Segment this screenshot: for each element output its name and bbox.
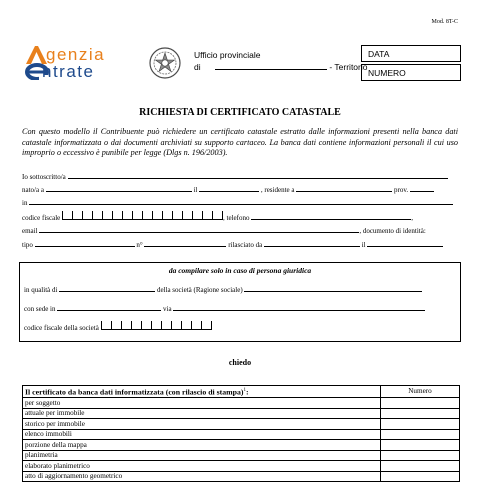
row-label: per soggetto [23, 398, 381, 409]
agenzia-entrate-logo [24, 40, 159, 88]
indirizzo-input[interactable] [29, 197, 453, 205]
sede-input[interactable] [57, 303, 161, 311]
row-numero-input[interactable] [381, 450, 460, 461]
republic-emblem-icon [148, 46, 182, 80]
sottoscritto-input[interactable] [68, 171, 448, 179]
row-label: elaborato planimetrico [23, 461, 381, 472]
data-rilascio-input[interactable] [367, 239, 443, 247]
office-line: di - Territorio [194, 62, 368, 72]
ragione-sociale-input[interactable] [244, 284, 422, 292]
residenza-input[interactable] [296, 184, 392, 192]
table-row [23, 450, 460, 461]
table-row [23, 408, 460, 419]
office-input[interactable] [215, 62, 327, 70]
telefono-input[interactable] [251, 212, 411, 220]
field-row-codice-fiscale: codice fiscale , telefono , [22, 211, 458, 222]
chiedo-heading: chiedo [228, 358, 252, 367]
row-numero-input[interactable] [381, 461, 460, 472]
numero-box-label: NUMERO [368, 68, 406, 78]
row-numero-input[interactable] [381, 419, 460, 430]
field-row-nato: nato/a a il , residente a prov. [22, 184, 458, 194]
field-row-in: in [22, 197, 458, 207]
table-row [23, 461, 460, 472]
office-label: Ufficio provinciale [194, 50, 261, 60]
nato-input[interactable] [46, 184, 192, 192]
codice-fiscale-societa-input[interactable] [101, 321, 212, 330]
data-nascita-input[interactable] [199, 184, 259, 192]
email-input[interactable] [39, 225, 359, 233]
table-row [23, 471, 460, 482]
row-numero-input[interactable] [381, 429, 460, 440]
table-row [23, 429, 460, 440]
row-label: storico per immobile [23, 419, 381, 430]
numero-box[interactable] [361, 64, 461, 81]
codice-fiscale-input[interactable] [62, 211, 223, 220]
row-label: planimetria [23, 450, 381, 461]
logo-line1: genzia [46, 45, 106, 64]
form-code: Mod. 8T-C [431, 19, 458, 25]
giuridica-title: da compilare solo in caso di persona giuridica [168, 266, 312, 275]
logo-line2: ntrate [42, 62, 95, 81]
field-row-qualita: in qualità di della società (Ragione sociale) [24, 284, 422, 294]
persona-giuridica-section [19, 262, 461, 342]
qualita-input[interactable] [59, 284, 155, 292]
table-header-numero: Numero [381, 386, 460, 398]
row-numero-input[interactable] [381, 408, 460, 419]
field-row-email: email , documento di identità: [22, 227, 426, 235]
tipo-documento-input[interactable] [35, 239, 135, 247]
form-title: RICHIESTA DI CERTIFICATO CATASTALE [139, 107, 341, 118]
intro-paragraph: Con questo modello il Contribuente può richiedere un certificato catastale estratto dalle informazioni presenti nella banca dati catastale informatizzata o dai documenti archiviati su supporto cartaceo. La banca dati contiene informazioni personali il cui uso improprio o eccessivo è punibile per legge (Dlgs n. 196/2003). [22, 127, 458, 157]
row-numero-input[interactable] [381, 398, 460, 409]
row-label: elenco immobili [23, 429, 381, 440]
data-box-label: DATA [368, 49, 390, 59]
field-row-sede: con sede in via [24, 303, 425, 313]
table-row [23, 419, 460, 430]
table-row [23, 440, 460, 451]
prov-input[interactable] [410, 184, 434, 192]
numero-documento-input[interactable] [144, 239, 226, 247]
row-numero-input[interactable] [381, 440, 460, 451]
table-header-row [23, 386, 460, 398]
field-row-sottoscritto: Io sottoscritto/a [22, 171, 458, 181]
certificate-table [22, 385, 460, 482]
rilasciato-input[interactable] [264, 239, 360, 247]
office-block [194, 49, 367, 73]
field-row-cf-societa: codice fiscale della società [24, 321, 212, 332]
data-box[interactable] [361, 45, 461, 62]
field-row-documento: tipo n° rilasciato da il [22, 239, 458, 249]
table-row [23, 398, 460, 409]
row-label: attuale per immobile [23, 408, 381, 419]
row-label: porzione della mappa [23, 440, 381, 451]
row-label: atto di aggiornamento geometrico [23, 471, 381, 482]
table-header-label: Il certificato da banca dati informatizzata (con rilascio di stampa)$^1$: [23, 386, 381, 398]
via-input[interactable] [173, 303, 425, 311]
row-numero-input[interactable] [381, 471, 460, 482]
